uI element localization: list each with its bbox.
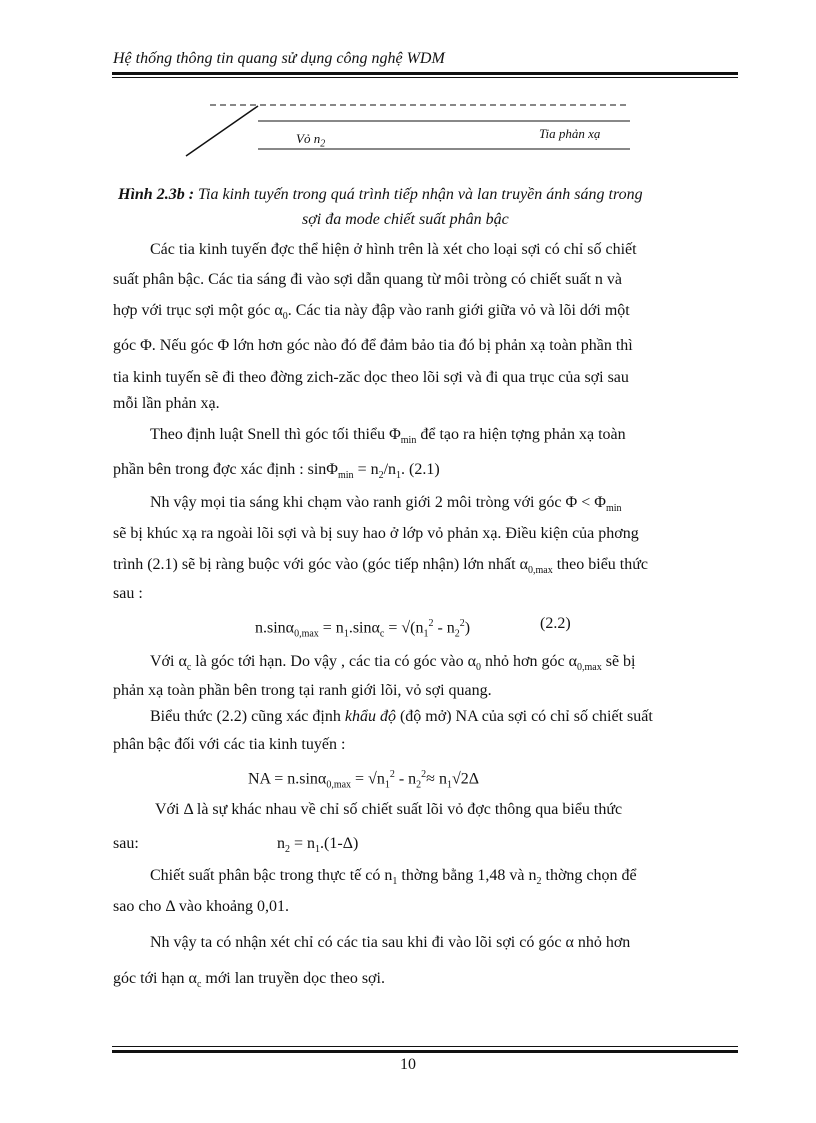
p1-line5: tia kinh tuyến sẽ đi theo đờng zich-zăc dọc theo lõi sợi và đi qua trục của sợi sau xyxy=(113,369,629,386)
p7-line1: Chiết suất phân bậc trong thực tế có $n_1$ thờng bằng 1,48 và $n_2$ thờng chọn để xyxy=(150,867,637,888)
p3-line2: sẽ bị khúc xạ ra ngoài lõi sợi và bị suy hao ở lớp vỏ phản xạ. Điều kiện của phơng xyxy=(113,525,639,542)
p5-line2: phân bậc đối với các tia kinh tuyến : xyxy=(113,736,346,753)
page-number: 10 xyxy=(400,1056,416,1073)
equation-2-2: $n.\sin\alpha_{0,max} = n_1.\sin\alpha_c = √(n_1^2 - n_2^2)$ xyxy=(255,618,471,640)
p3-line4: sau : xyxy=(113,585,143,602)
p1-line2: suất phân bậc. Các tia sáng đi vào sợi dẫn quang từ môi tròng có chiết suất n và xyxy=(113,271,623,288)
p4-line2: phản xạ toàn phần bên trong tại ranh giới lõi, vỏ sợi quang. xyxy=(113,682,492,699)
p5-line1: Biểu thức (2.2) cũng xác định khẩu độ (độ mở) NA của sợi có chỉ số chiết suất xyxy=(150,708,653,725)
p8-line2: góc tới hạn $\alpha_c$ mới lan truyền dọc theo sợi. xyxy=(113,970,385,991)
equation-n2: $n_2 = n_1.(1-\Delta)$ xyxy=(277,835,359,856)
running-header: Hệ thống thông tin quang sử dụng công nghệ WDM xyxy=(113,50,445,67)
p2-line1: Theo định luật Snell thì góc tối thiểu $\Phi_{min}$ để tạo ra hiện tợng phản xạ toàn xyxy=(150,426,626,447)
p8-line1: Nh vậy ta có nhận xét chỉ có các tia sau khi đi vào lõi sợi có góc α nhỏ hơn xyxy=(150,934,631,951)
p7-line2: sao cho Δ vào khoảng 0,01. xyxy=(113,898,290,915)
header-rule xyxy=(112,72,738,75)
p3-line1: Nh vậy mọi tia sáng khi chạm vào ranh giới 2 môi tròng với góc $\Phi < \Phi_{min}$ xyxy=(150,494,622,515)
p1-line3: hợp với trục sợi một góc $\alpha_0$. Các tia này đập vào ranh giới giữa vỏ và lõi dới một xyxy=(113,302,630,323)
equation-na: NA = $n.\sin\alpha_{0,max} = √n_1^2 - n_2^2\approx n_1√2\Delta$ xyxy=(248,769,480,791)
figure-caption-line2: sợi đa mode chiết suất phân bậc xyxy=(302,211,509,228)
p1-line1: Các tia kinh tuyến đợc thể hiện ở hình trên là xét cho loại sợi có chỉ số chiết xyxy=(150,241,637,258)
p6-line1: Với Δ là sự khác nhau về chỉ số chiết suất lõi vỏ đợc thông qua biểu thức xyxy=(155,801,623,818)
p2-line2: phần bên trong đợc xác định : $\sin\Phi_{min} = n_2/n_1$. (2.1) xyxy=(113,461,440,482)
p1-line4: góc Φ. Nếu góc Φ lớn hơn góc nào đó để đảm bảo tia đó bị phản xạ toàn phần thì xyxy=(113,337,633,354)
equation-2-2-number: (2.2) xyxy=(540,615,571,632)
p4-line1: Với $\alpha_c$ là góc tới hạn. Do vậy , các tia có góc vào $\alpha_0$ nhỏ hơn góc $\alpha_{0,max}$ sẽ bị xyxy=(150,653,636,674)
cladding-label: Vỏ $n_2$ xyxy=(296,131,326,150)
p3-line3: trình (2.1) sẽ bị ràng buộc với góc vào (góc tiếp nhận) lớn nhất $\alpha_{0,max}$ theo biểu thức xyxy=(113,556,649,577)
incident-ray xyxy=(186,106,258,156)
reflected-ray-label: Tia phản xạ xyxy=(539,126,601,141)
p1-line6: mỗi lần phản xạ. xyxy=(113,395,220,412)
header-rule-thin xyxy=(112,77,738,78)
footer-rule-thin xyxy=(112,1046,738,1047)
figure-caption-line1: Hình 2.3b : Tia kinh tuyến trong quá trình tiếp nhận và lan truyền ánh sáng trong xyxy=(118,186,643,203)
footer-rule xyxy=(112,1050,738,1053)
p6-line2: sau: xyxy=(113,835,139,852)
